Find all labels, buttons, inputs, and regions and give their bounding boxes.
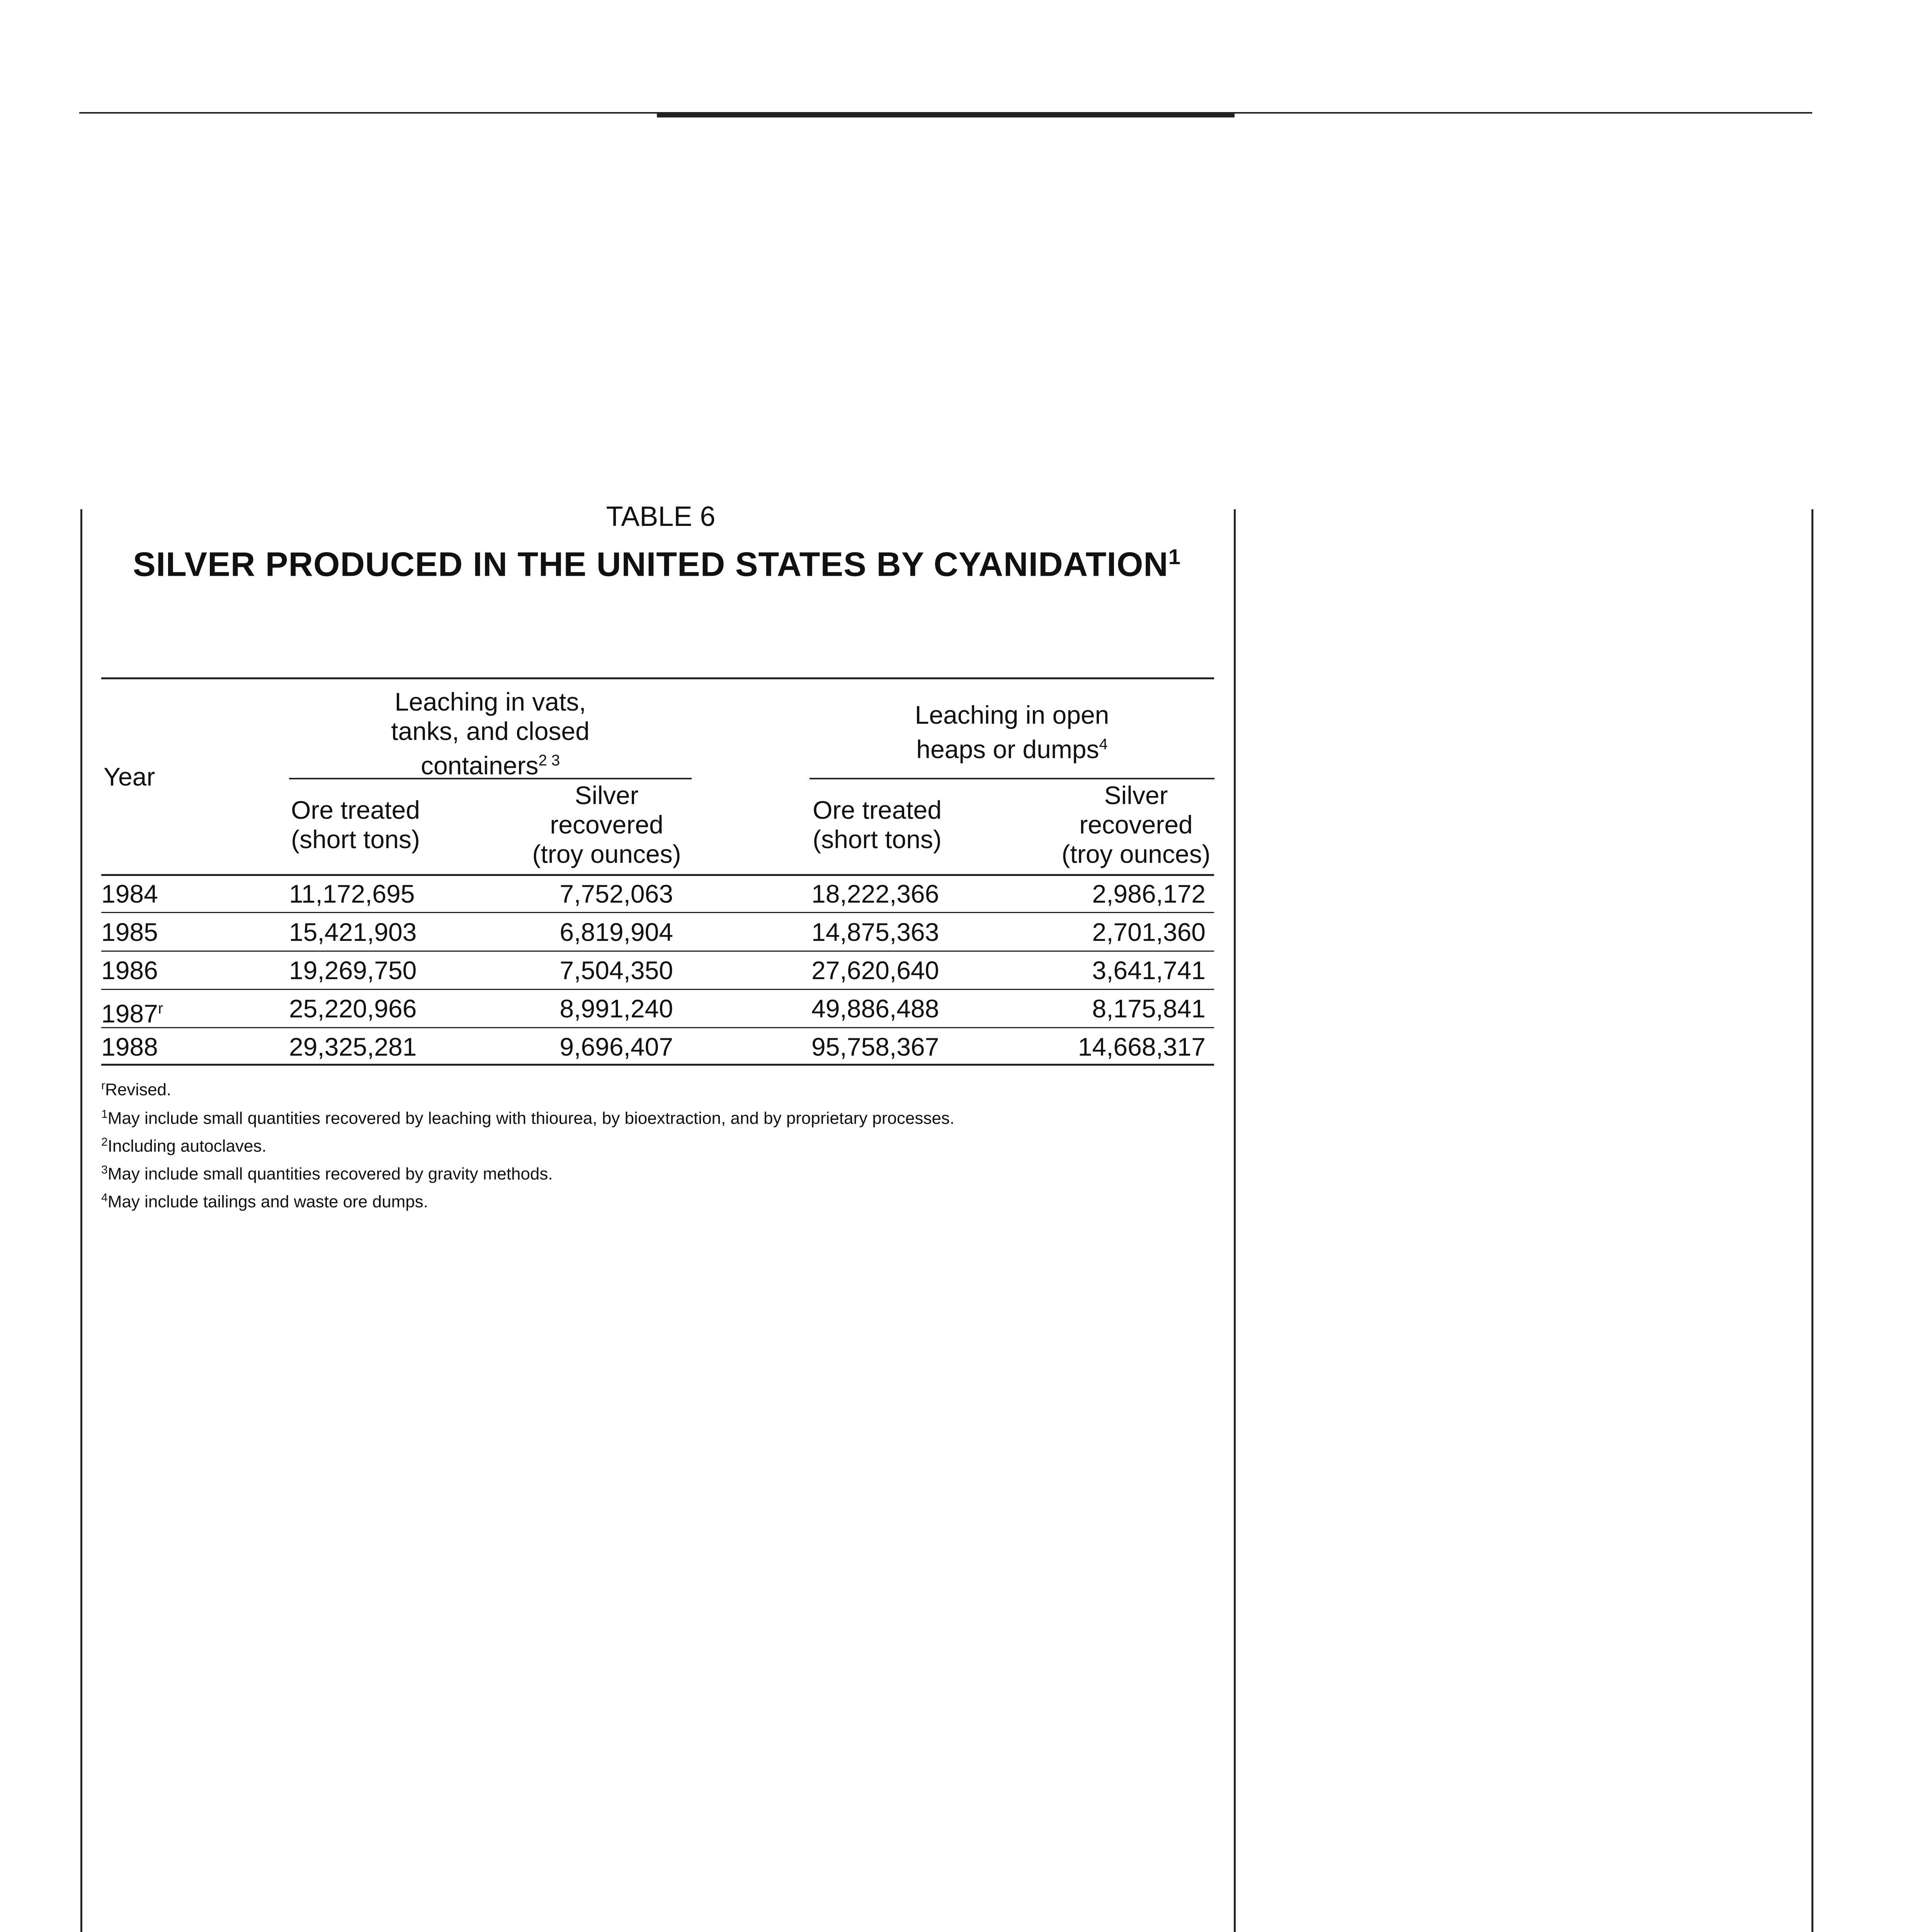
year-text: 1987 bbox=[101, 999, 158, 1028]
year-cell: 1984 bbox=[101, 879, 158, 908]
header-line: recovered bbox=[1079, 810, 1193, 839]
footnote bbox=[101, 1131, 267, 1157]
footnote bbox=[101, 1159, 553, 1185]
year-cell: 1988 bbox=[101, 1032, 158, 1061]
footnote-text: May include small quantities recovered by leaching with thiourea, by bioextraction, and by proprietary processes. bbox=[107, 1109, 955, 1128]
footnote bbox=[101, 1104, 954, 1129]
ore-treated-heaps-cell: 18,222,366 bbox=[811, 879, 939, 908]
footnote-mark: 4 bbox=[101, 1191, 108, 1204]
table-title-text: SILVER PRODUCED IN THE UNITED STATES BY CYANIDATION bbox=[133, 545, 1168, 583]
column-rule-middle bbox=[1234, 509, 1236, 1932]
footnote bbox=[101, 1075, 171, 1101]
row-rule bbox=[101, 951, 1214, 952]
column-rule-right bbox=[1811, 509, 1813, 1932]
footnote-mark: 3 bbox=[101, 1163, 108, 1176]
header-line: (troy ounces) bbox=[1061, 840, 1211, 868]
year-cell bbox=[101, 993, 163, 1029]
footnote-text: Including autoclaves. bbox=[107, 1136, 267, 1156]
group2-underline bbox=[810, 778, 1214, 779]
row-rule bbox=[101, 912, 1214, 913]
header-line: Ore treated bbox=[813, 796, 942, 824]
footnote bbox=[101, 1187, 428, 1213]
group1-header-line: tanks, and closed bbox=[391, 717, 590, 745]
ore-treated-vats-cell: 29,325,281 bbox=[289, 1032, 417, 1061]
silver-vats-cell: 6,819,904 bbox=[560, 918, 673, 946]
revised-mark: r bbox=[158, 1000, 163, 1017]
title-footnote-mark: 1 bbox=[1168, 544, 1181, 569]
footnote-mark: 2 bbox=[101, 1136, 108, 1148]
header-line: Ore treated bbox=[291, 796, 420, 824]
header-line: (short tons) bbox=[291, 825, 420, 854]
table-bottom-rule bbox=[101, 1064, 1214, 1066]
table-title bbox=[128, 544, 1186, 584]
table-number: TABLE 6 bbox=[606, 501, 716, 532]
ore-treated-header-1 bbox=[267, 795, 444, 854]
group1-header-line bbox=[289, 746, 692, 780]
ore-treated-vats-cell: 15,421,903 bbox=[289, 918, 417, 946]
silver-heaps-cell: 3,641,741 bbox=[1092, 956, 1206, 985]
group1-header-line: Leaching in vats, bbox=[395, 687, 586, 716]
header-bottom-rule bbox=[101, 874, 1214, 876]
header-line: (short tons) bbox=[813, 825, 942, 854]
table-top-rule bbox=[101, 677, 1214, 679]
ore-treated-heaps-cell: 95,758,367 bbox=[811, 1032, 939, 1061]
footnote-mark: 1 bbox=[101, 1108, 108, 1121]
year-cell: 1986 bbox=[101, 956, 158, 985]
silver-heaps-cell: 2,701,360 bbox=[1092, 918, 1206, 946]
silver-heaps-cell: 14,668,317 bbox=[1078, 1032, 1206, 1061]
year-header: Year bbox=[104, 762, 155, 791]
ore-treated-heaps-cell: 14,875,363 bbox=[811, 918, 939, 946]
silver-heaps-cell: 2,986,172 bbox=[1092, 879, 1206, 908]
group2-header-text: heaps or dumps bbox=[916, 735, 1099, 764]
group2-header bbox=[810, 700, 1214, 764]
footnote-mark: r bbox=[101, 1079, 105, 1092]
ore-treated-heaps-cell: 27,620,640 bbox=[811, 956, 939, 985]
footnote-text: May include tailings and waste ore dumps. bbox=[107, 1192, 428, 1211]
silver-recovered-header-2 bbox=[1047, 781, 1225, 869]
silver-recovered-header-1 bbox=[518, 781, 696, 869]
ore-treated-vats-cell: 25,220,966 bbox=[289, 994, 417, 1023]
group1-header-text: containers bbox=[420, 751, 539, 780]
silver-vats-cell: 9,696,407 bbox=[560, 1032, 673, 1061]
year-cell: 1985 bbox=[101, 918, 158, 946]
column-rule-left bbox=[80, 509, 82, 1932]
ore-treated-vats-cell: 19,269,750 bbox=[289, 956, 417, 985]
group2-footnote-mark: 4 bbox=[1099, 736, 1108, 753]
footnote-text: May include small quantities recovered by gravity methods. bbox=[107, 1164, 553, 1184]
header-line: Silver bbox=[575, 781, 639, 810]
group2-header-line bbox=[810, 730, 1214, 764]
header-line: recovered bbox=[550, 810, 663, 839]
top-rule-thick bbox=[657, 112, 1235, 117]
row-rule bbox=[101, 1027, 1214, 1028]
footnote-text: Revised. bbox=[105, 1080, 172, 1099]
silver-vats-cell: 8,991,240 bbox=[560, 994, 673, 1023]
ore-treated-vats-cell: 11,172,695 bbox=[289, 879, 415, 908]
group1-footnote-mark: 2 3 bbox=[538, 752, 560, 769]
header-line: (troy ounces) bbox=[532, 840, 681, 868]
ore-treated-heaps-cell: 49,886,488 bbox=[811, 994, 939, 1023]
silver-vats-cell: 7,504,350 bbox=[560, 956, 673, 985]
group1-header bbox=[289, 687, 692, 780]
row-rule bbox=[101, 989, 1214, 990]
header-line: Silver bbox=[1104, 781, 1168, 810]
group2-header-line: Leaching in open bbox=[915, 701, 1109, 729]
silver-heaps-cell: 8,175,841 bbox=[1092, 994, 1206, 1023]
ore-treated-header-2 bbox=[788, 795, 966, 854]
silver-vats-cell: 7,752,063 bbox=[560, 879, 673, 908]
